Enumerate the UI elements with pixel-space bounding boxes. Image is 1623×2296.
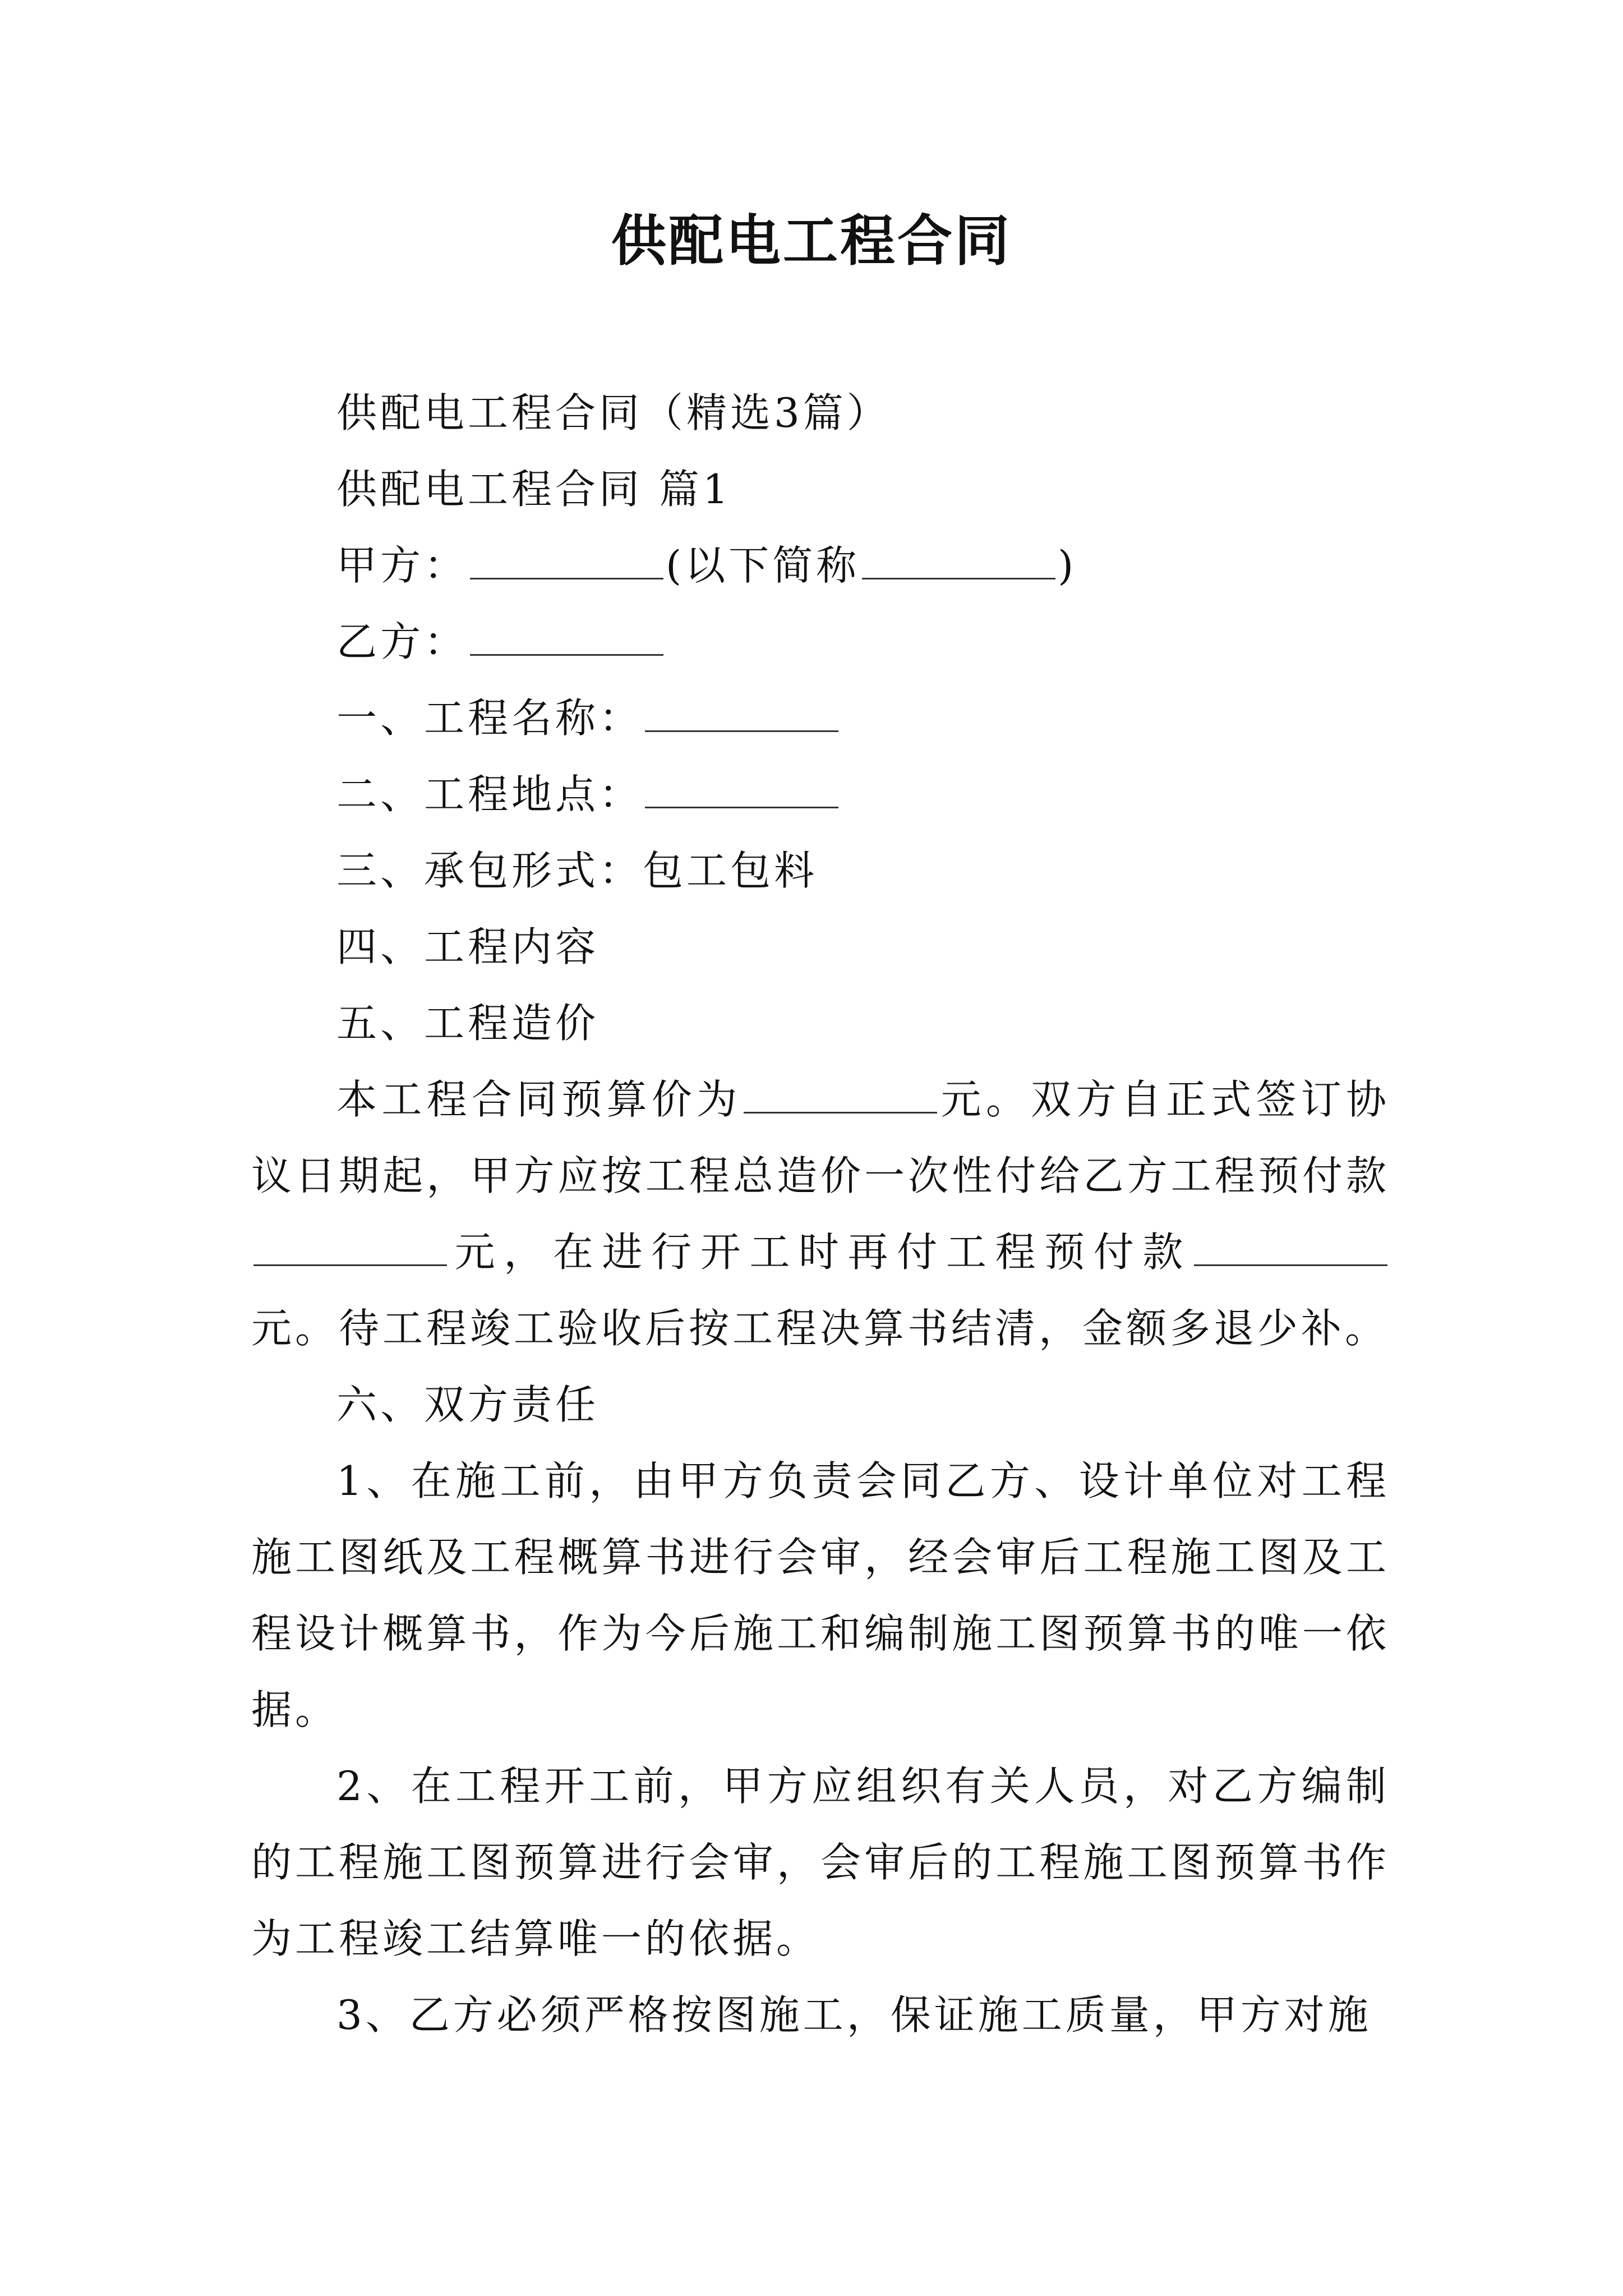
item-project-location: [251, 756, 1390, 832]
budget-price-blank: [744, 1078, 937, 1114]
price-text-d: 元。待工程竣工验收后按工程决算书结清，金额多退少补。: [251, 1305, 1389, 1352]
project-name-blank: [645, 697, 838, 732]
subtitle: 供配电工程合同（精选3篇）: [336, 389, 891, 436]
party-a-line: [251, 527, 1390, 604]
party-a-abbrev-blank: [862, 544, 1055, 579]
price-text-c: 元，在进行开工时再付工程预付款: [449, 1228, 1192, 1276]
price-text-b: 元。双方自正式签订协议日期起，甲方应按工程总造价一次性付给乙方工程预付款: [251, 1076, 1390, 1199]
project-location-blank: [645, 773, 838, 808]
item1-label: 一、工程名称：: [336, 694, 643, 742]
item-project-content: 四、工程内容: [336, 923, 600, 970]
price-text-a: 本工程合同预算价为: [336, 1076, 742, 1123]
party-a-blank: [470, 544, 663, 579]
party-a-label: 甲方：: [336, 542, 468, 589]
second-payment-blank: [1194, 1231, 1387, 1266]
chapter-heading: 供配电工程合同 篇1: [336, 466, 732, 513]
duty-1: 1、在施工前，由甲方负责会同乙方、设计单位对工程施工图纸及工程概算书进行会审，经会审后工程施工图及工程设计概算书，作为今后施工和编制施工图预算书的唯一依据。: [251, 1457, 1390, 1733]
party-b-blank: [470, 620, 663, 656]
party-b-line: [251, 604, 1390, 680]
item2-label: 二、工程地点：: [336, 771, 643, 818]
party-b-label: 乙方：: [336, 618, 468, 665]
advance-payment-blank: [253, 1231, 447, 1266]
document-title: 供配电工程合同: [611, 209, 1012, 273]
party-a-abbrev-close: ): [1058, 542, 1077, 589]
price-paragraph: [251, 1061, 1390, 1366]
item-responsibilities: 六、双方责任: [336, 1381, 600, 1428]
item-contract-form: 三、承包形式：包工包料: [336, 847, 818, 894]
document-body: [251, 375, 1390, 2053]
duty-2: 2、在工程开工前，甲方应组织有关人员，对乙方编制的工程施工图预算进行会审，会审后的工程施工图预算书作为工程竣工结算唯一的依据。: [251, 1763, 1390, 1962]
item-project-name: [251, 680, 1390, 756]
party-a-abbrev-open: (以下简称: [666, 542, 860, 589]
duty-3: 3、乙方必须严格按图施工，保证施工质量，甲方对施: [336, 1991, 1372, 2039]
item-project-cost: 五、工程造价: [336, 1000, 600, 1047]
